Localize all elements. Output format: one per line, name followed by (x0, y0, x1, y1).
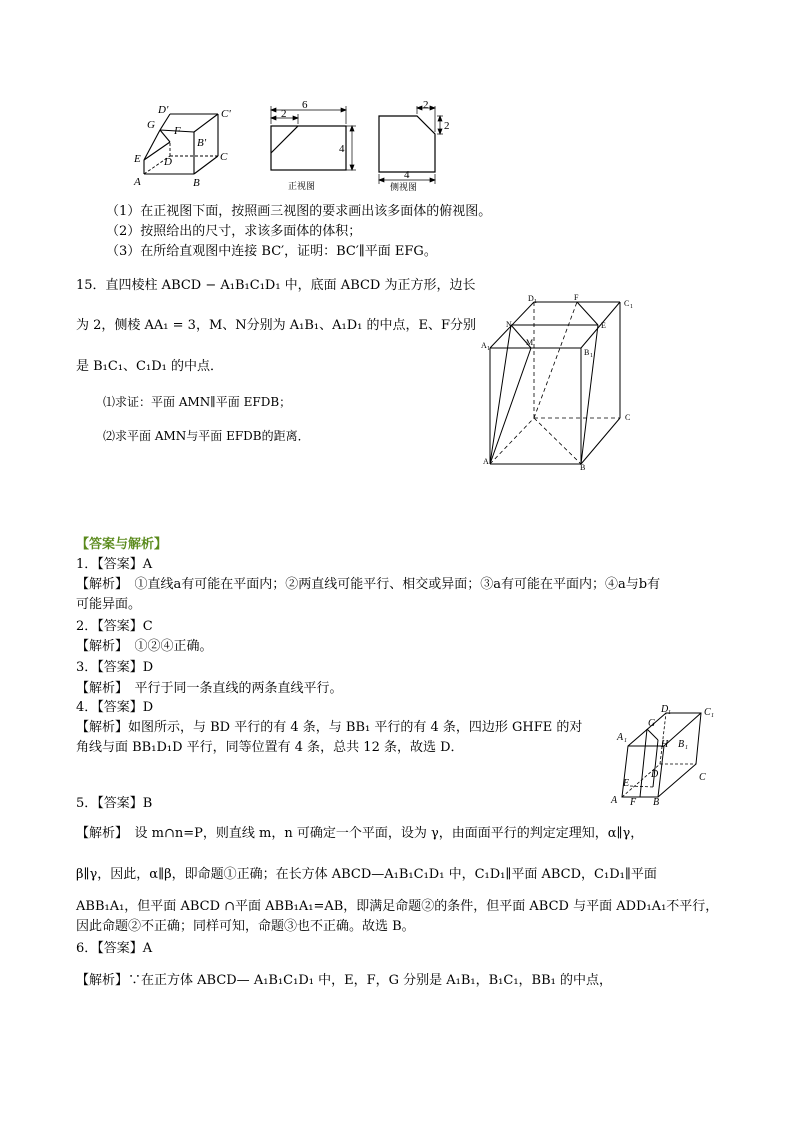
prism-label-d1: D (528, 294, 534, 303)
answer-5-explanation: 【解析】 设 m∩n=P，则直线 m，n 可确定一个平面，设为 γ，由面面平行的判定定理知，α∥γ， (76, 826, 644, 841)
label-f: F (174, 125, 181, 137)
par-label-b: B (653, 797, 660, 808)
front-dim-top: 6 (302, 100, 308, 111)
prism-label-a: A (483, 457, 489, 466)
front-view-figure (262, 100, 362, 195)
prism-sub-4: 1 (590, 353, 593, 359)
par-label-b1: B (678, 739, 685, 750)
side-dim-top: 2 (423, 100, 429, 111)
par-sub-4: 1 (685, 745, 688, 751)
front-dim-corner: 2 (281, 108, 287, 120)
par-label-d: D (651, 769, 659, 780)
label-d: D (164, 156, 172, 168)
answer-3-explanation: 【解析】 平行于同一条直线的两条直线平行。 (76, 681, 343, 696)
label-d1: D' (158, 104, 169, 116)
label-b: B (193, 177, 200, 189)
side-view-figure (370, 100, 460, 195)
answer-2-explanation: 【解析】 ①②④正确。 (76, 639, 213, 654)
parallelepiped-figure (606, 702, 726, 808)
answer-2: 2．【答案】C (76, 619, 153, 634)
label-g: G (147, 119, 155, 131)
label-a: A (134, 176, 141, 188)
side-dim-bottom: 4 (404, 169, 410, 181)
prism-label-e: E (601, 321, 606, 330)
answer-4-explanation-cont: 角线与面 BB₁D₁D 平行，同等位置有 4 条，总共 12 条，故选 D． (76, 740, 464, 755)
par-label-c1: C (704, 707, 711, 718)
q15-line-2: 为 2，侧棱 AA₁ = 3，M、N分别为 A₁B₁、A₁D₁ 的中点，E、F分别 (76, 318, 477, 333)
prism-label-m: M (526, 338, 534, 347)
prism-label-a1: A (481, 341, 487, 350)
par-label-f: F (630, 797, 637, 808)
prism-label-c1: C (624, 299, 630, 308)
answer-5: 5．【答案】B (76, 796, 153, 811)
prism-label-n: N (506, 320, 512, 329)
side-view-caption: 侧视图 (390, 182, 418, 192)
par-label-a: A (611, 795, 618, 806)
q15-line-1: 15．直四棱柱 ABCD − A₁B₁C₁D₁ 中，底面 ABCD 为正方形，边长 (76, 278, 476, 293)
answer-5-explanation-cont2: ABB₁A₁，但平面 ABCD ∩平面 ABB₁A₁=AB，即满足命题②的条件，但平面 ABCD 与平面 ADD₁A₁不平行， (76, 899, 719, 914)
label-c: C (220, 151, 228, 163)
front-dim-right: 4 (339, 143, 345, 155)
prism-sub-1: 1 (534, 299, 537, 305)
q15-line-3: 是 B₁C₁、C₁D₁ 的中点． (76, 359, 223, 374)
prism-label-b: B (580, 463, 586, 472)
prism-figure (476, 292, 646, 472)
polyhedron-figure (130, 102, 242, 194)
par-label-d1: D (661, 704, 669, 715)
answer-5-explanation-cont: β∥γ，因此，α∥β，即命题①正确；在长方体 ABCD—A₁B₁C₁D₁ 中，C₁D₁∥平面 ABCD，C₁D₁∥平面 (76, 867, 657, 882)
front-view-caption: 正视图 (288, 181, 316, 191)
answer-6: 6．【答案】A (76, 941, 153, 956)
prism-label-f: F (574, 293, 579, 302)
par-label-c: C (699, 772, 706, 783)
answer-4: 4．【答案】D (76, 700, 154, 715)
q14-item-2: （2）按照给出的尺寸，求该多面体的体积； (106, 224, 362, 239)
answer-5-explanation-cont3: 因此命题②不正确；同样可知，命题③也不正确。故选 B。 (76, 919, 415, 934)
answer-1-explanation-cont: 可能异面。 (76, 597, 142, 612)
par-sub-2: 1 (711, 713, 714, 719)
q14-item-1: （1）在正视图下面，按照画三视图的要求画出该多面体的俯视图。 (106, 204, 492, 219)
label-e: E (134, 153, 141, 165)
par-sub-1: 1 (668, 710, 671, 716)
par-label-a1: A (617, 732, 624, 743)
par-sub-3: 1 (624, 738, 627, 744)
label-b1: B' (197, 137, 207, 149)
label-c1: C' (221, 108, 231, 120)
q14-item-3: （3）在所给直观图中连接 BC′，证明：BC′∥平面 EFG。 (106, 244, 437, 259)
answer-1-explanation: 【解析】 ①直线a有可能在平面内；②两直线可能平行、相交或异面；③a有可能在平面内；④a与b有 (76, 577, 661, 592)
prism-label-b1: B (584, 348, 590, 357)
answer-6-explanation: 【解析】∵在正方体 ABCD— A₁B₁C₁D₁ 中，E，F，G 分别是 A₁B₁，B₁C₁，BB₁ 的中点， (76, 973, 613, 988)
prism-label-c: C (625, 413, 631, 422)
answer-1: 1．【答案】A (76, 557, 153, 572)
par-label-g: G (648, 718, 656, 729)
q15-sub-2: ⑵求平面 AMN与平面 EFDB的距离． (103, 429, 310, 443)
par-label-h: H (661, 739, 669, 750)
side-dim-right: 2 (444, 120, 450, 132)
par-label-e: E (623, 778, 630, 789)
answer-4-explanation: 【解析】如图所示，与 BD 平行的有 4 条，与 BB₁ 平行的有 4 条，四边形 GHFE 的对 (76, 720, 583, 735)
prism-sub-3: 1 (487, 346, 490, 352)
answers-heading: 【答案与解析】 (76, 537, 168, 552)
q15-sub-1: ⑴求证：平面 AMN∥平面 EFDB； (103, 395, 292, 409)
prism-sub-2: 1 (630, 304, 633, 310)
answer-3: 3．【答案】D (76, 660, 154, 675)
